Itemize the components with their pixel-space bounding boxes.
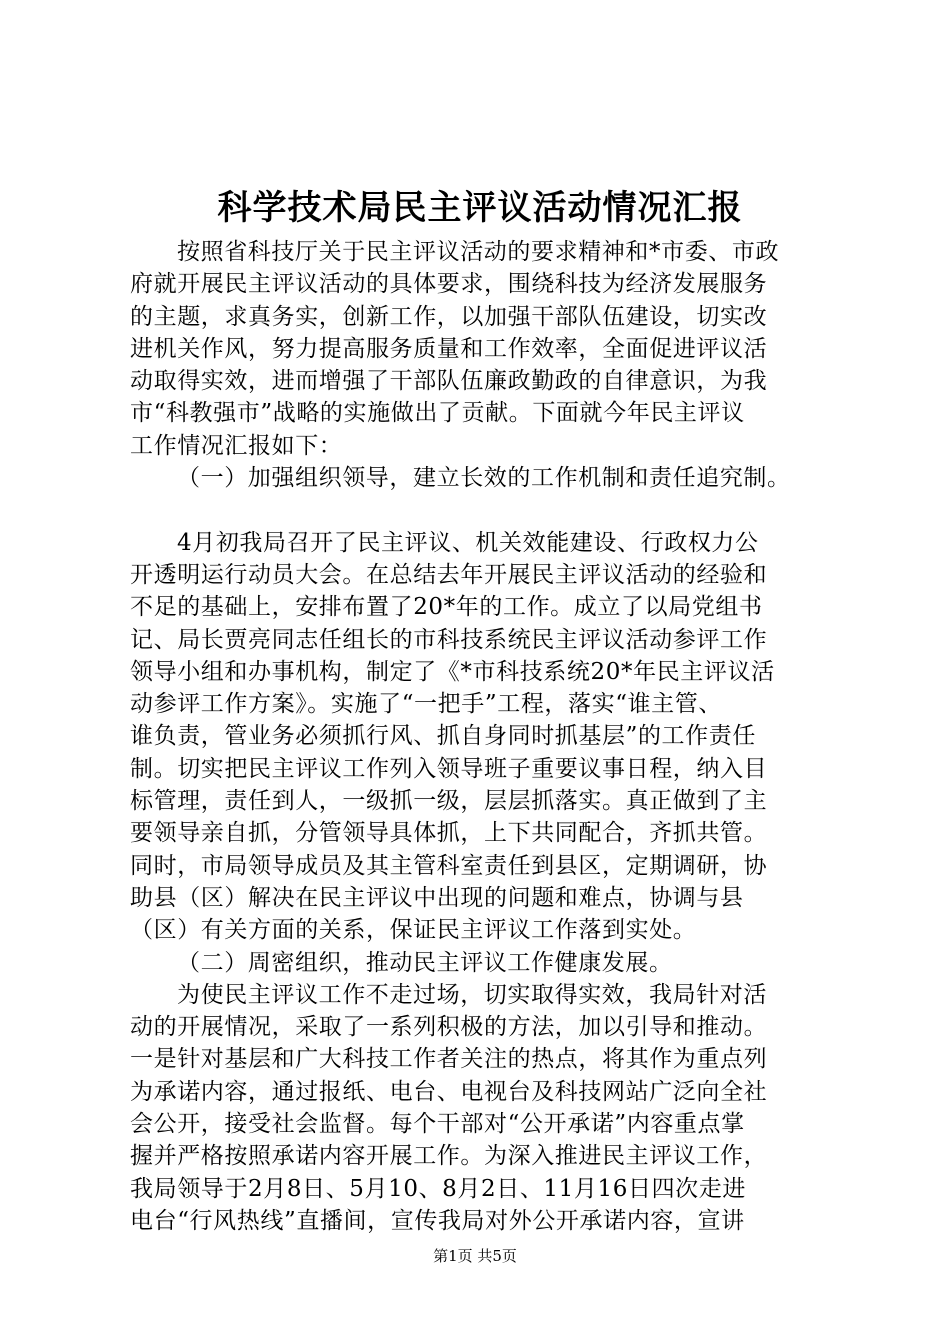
paragraph-line: 动参评工作方案》。实施了“一把手”工程，落实“谁主管、 xyxy=(130,691,722,718)
paragraph-line: 为承诺内容，通过报纸、电台、电视台及科技网站广泛向全社 xyxy=(130,1078,768,1105)
paragraph-line: 助县（区）解决在民主评议中出现的问题和难点，协调与县 xyxy=(130,884,744,911)
paragraph-line: （区）有关方面的关系，保证民主评议工作落到实处。 xyxy=(130,917,697,944)
section-heading: （二）周密组织，推动民主评议工作健康发展。 xyxy=(177,949,673,976)
paragraph-line: 工作情况汇报如下： xyxy=(130,432,343,459)
page-number-footer: 第1页 共5页 xyxy=(433,1247,517,1265)
paragraph-line: 开透明运行动员大会。在总结去年开展民主评议活动的经验和 xyxy=(130,561,768,588)
blank-line xyxy=(130,494,830,526)
paragraph-line: 记、局长贾亮同志任组长的市科技系统民主评议活动参评工作 xyxy=(130,626,768,653)
paragraph-line: 不足的基础上，安排布置了20*年的工作。成立了以局党组书 xyxy=(130,594,763,621)
paragraph-line: 同时，市局领导成员及其主管科室责任到县区，定期调研，协 xyxy=(130,852,768,879)
paragraph-line: 握并严格按照承诺内容开展工作。为深入推进民主评议工作， xyxy=(130,1143,768,1170)
paragraph-line: 动取得实效，进而增强了干部队伍廉政勤政的自律意识，为我 xyxy=(130,368,768,395)
paragraph-line: 为使民主评议工作不走过场，切实取得实效，我局针对活 xyxy=(177,981,767,1008)
paragraph-line: 的主题，求真务实，创新工作，以加强干部队伍建设，切实改 xyxy=(130,303,768,330)
paragraph-line: 谁负责，管业务必须抓行风、抓自身同时抓基层”的工作责任 xyxy=(130,723,756,750)
paragraph-line: 进机关作风，努力提高服务质量和工作效率，全面促进评议活 xyxy=(130,335,768,362)
document-body xyxy=(130,236,830,1237)
section-heading: （一）加强组织领导，建立长效的工作机制和责任追究制。 xyxy=(177,465,791,492)
paragraph-line: 我局领导于2月8日、5月10、8月2日、11月16日四次走进 xyxy=(130,1175,746,1202)
paragraph-line: 按照省科技厅关于民主评议活动的要求精神和*市委、市政 xyxy=(177,239,780,265)
document-title: 科学技术局民主评议活动情况汇报 xyxy=(217,188,743,228)
paragraph-line: 4月初我局召开了民主评议、机关效能建设、行政权力公 xyxy=(177,529,759,556)
paragraph-line: 制。切实把民主评议工作列入领导班子重要议事日程，纳入目 xyxy=(130,755,768,782)
paragraph-line: 动的开展情况，采取了一系列积极的方法，加以引导和推动。 xyxy=(130,1014,768,1041)
paragraph-line: 会公开，接受社会监督。每个干部对“公开承诺”内容重点掌 xyxy=(130,1111,745,1138)
paragraph-line: 电台“行风热线”直播间，宣传我局对外公开承诺内容，宣讲 xyxy=(130,1207,745,1234)
paragraph-line: 市“科教强市”战略的实施做出了贡献。下面就今年民主评议 xyxy=(130,400,745,427)
paragraph-line: 一是针对基层和广大科技工作者关注的热点，将其作为重点列 xyxy=(130,1046,768,1073)
paragraph-line: 领导小组和办事机构，制定了《*市科技系统20*年民主评议活 xyxy=(130,658,775,685)
paragraph-line: 府就开展民主评议活动的具体要求，围绕科技为经济发展服务 xyxy=(130,271,768,298)
paragraph-line: 标管理，责任到人，一级抓一级，层层抓落实。真正做到了主 xyxy=(130,788,768,815)
paragraph-line: 要领导亲自抓，分管领导具体抓，上下共同配合，齐抓共管。 xyxy=(130,820,768,847)
